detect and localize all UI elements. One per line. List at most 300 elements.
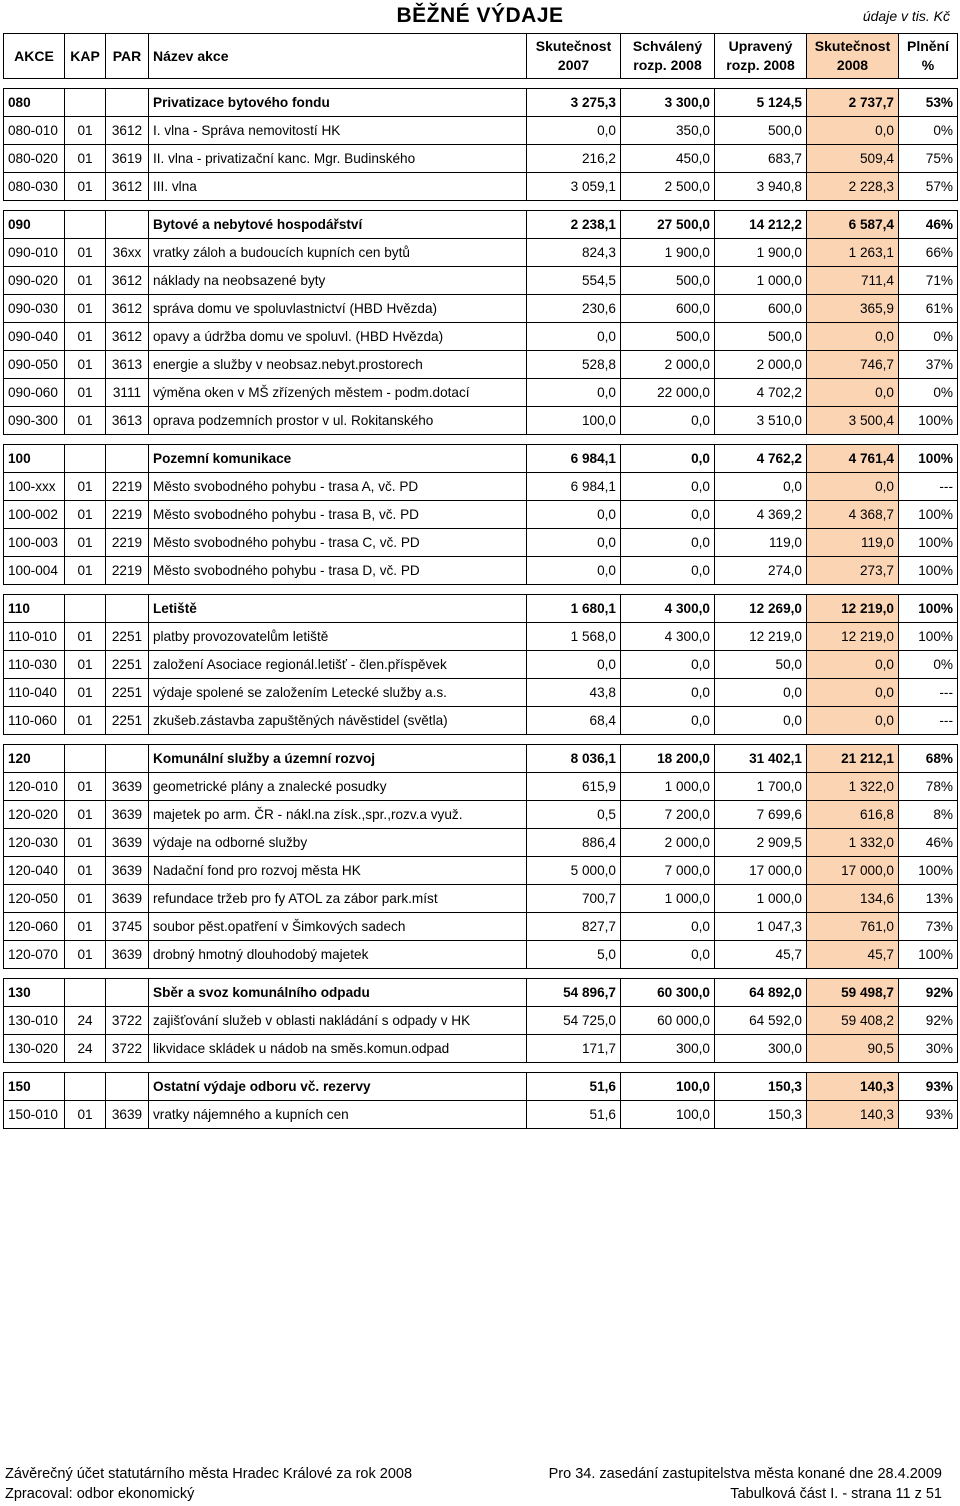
cell-upraveny: 17 000,0 [715,857,807,885]
spacer-cell [715,735,807,745]
cell-plneni: 100% [899,595,958,623]
col-header-akce: AKCE [4,34,65,79]
cell-schvaleny: 1 000,0 [621,773,715,801]
cell-upraveny: 150,3 [715,1101,807,1129]
group-row [4,595,958,623]
spacer-row [4,585,958,595]
cell-nazev: Komunální služby a územní rozvoj [149,745,527,773]
cell-skutecnost-2007: 5 000,0 [527,857,621,885]
spacer-cell [106,585,149,595]
cell-schvaleny: 3 300,0 [621,89,715,117]
spacer-cell [715,79,807,89]
cell-nazev: majetek po arm. ČR - nákl.na získ.,spr.,rozv.a využ. [149,801,527,829]
cell-par: 3111 [106,379,149,407]
table-row [4,323,958,351]
spacer-cell [899,969,958,979]
spacer-cell [807,79,899,89]
cell-kap: 01 [65,267,106,295]
cell-skutecnost-2007: 216,2 [527,145,621,173]
cell-nazev: geometrické plány a znalecké posudky [149,773,527,801]
cell-par: 2251 [106,651,149,679]
cell-schvaleny: 0,0 [621,407,715,435]
col-header-upraveny [715,34,807,79]
cell-nazev: správa domu ve spoluvlastnictví (HBD Hvězda) [149,295,527,323]
spacer-row [4,435,958,445]
cell-skutecnost-2008: 134,6 [807,885,899,913]
cell-plneni: 57% [899,173,958,201]
spacer-cell [527,735,621,745]
cell-nazev: Ostatní výdaje odboru vč. rezervy [149,1073,527,1101]
table-row [4,913,958,941]
cell-plneni: 0% [899,379,958,407]
spacer-cell [899,435,958,445]
cell-kap: 01 [65,295,106,323]
cell-par: 3639 [106,801,149,829]
cell-nazev: II. vlna - privatizační kanc. Mgr. Budinského [149,145,527,173]
cell-akce: 150-010 [4,1101,65,1129]
spacer-cell [807,735,899,745]
table-row [4,707,958,735]
cell-akce: 110 [4,595,65,623]
cell-schvaleny: 0,0 [621,707,715,735]
cell-akce: 100-003 [4,529,65,557]
cell-plneni: 61% [899,295,958,323]
cell-schvaleny: 500,0 [621,323,715,351]
table-row [4,1007,958,1035]
cell-plneni: --- [899,707,958,735]
cell-akce: 110-060 [4,707,65,735]
spacer-cell [807,1063,899,1073]
cell-nazev: soubor pěst.opatření v Šimkových sadech [149,913,527,941]
cell-skutecnost-2007: 554,5 [527,267,621,295]
cell-par: 3612 [106,323,149,351]
spacer-cell [149,969,527,979]
page-title: BĚŽNÉ VÝDAJE [396,4,564,27]
cell-akce: 090-300 [4,407,65,435]
table-row [4,651,958,679]
cell-skutecnost-2008: 4 368,7 [807,501,899,529]
cell-kap: 01 [65,473,106,501]
cell-schvaleny: 0,0 [621,473,715,501]
spacer-cell [106,201,149,211]
footer-meeting-note: Pro 34. zasedání zastupitelstva města konané dne 28.4.2009 [548,1466,942,1482]
cell-nazev: vratky záloh a budoucích kupních cen bytů [149,239,527,267]
spacer-cell [106,735,149,745]
cell-skutecnost-2007: 700,7 [527,885,621,913]
cell-akce: 120-030 [4,829,65,857]
cell-skutecnost-2007: 100,0 [527,407,621,435]
cell-upraveny: 600,0 [715,295,807,323]
cell-schvaleny: 0,0 [621,529,715,557]
cell-skutecnost-2007: 3 059,1 [527,173,621,201]
cell-kap: 01 [65,145,106,173]
group-row [4,89,958,117]
cell-skutecnost-2008: 365,9 [807,295,899,323]
cell-kap: 01 [65,407,106,435]
spacer-cell [621,435,715,445]
cell-akce: 120-010 [4,773,65,801]
spacer-cell [527,201,621,211]
cell-skutecnost-2007: 43,8 [527,679,621,707]
table-row [4,679,958,707]
table-row [4,379,958,407]
spacer-cell [106,435,149,445]
cell-nazev: Pozemní komunikace [149,445,527,473]
cell-plneni: 92% [899,979,958,1007]
cell-akce: 120 [4,745,65,773]
cell-akce: 110-010 [4,623,65,651]
cell-kap: 01 [65,1101,106,1129]
cell-upraveny: 7 699,6 [715,801,807,829]
cell-kap: 01 [65,913,106,941]
cell-par [106,979,149,1007]
cell-upraveny: 1 047,3 [715,913,807,941]
cell-schvaleny: 350,0 [621,117,715,145]
cell-plneni: 100% [899,857,958,885]
cell-schvaleny: 500,0 [621,267,715,295]
cell-kap: 01 [65,707,106,735]
cell-kap [65,745,106,773]
cell-plneni: 100% [899,501,958,529]
col-header-line: Skutečnost [814,38,891,54]
spacer-cell [4,79,65,89]
cell-akce: 090-050 [4,351,65,379]
cell-schvaleny: 1 000,0 [621,885,715,913]
group-row [4,1073,958,1101]
cell-skutecnost-2008: 3 500,4 [807,407,899,435]
cell-plneni: 100% [899,557,958,585]
cell-par: 3612 [106,117,149,145]
cell-plneni: 75% [899,145,958,173]
spacer-cell [65,585,106,595]
cell-schvaleny: 0,0 [621,501,715,529]
cell-upraveny: 12 219,0 [715,623,807,651]
cell-plneni: 46% [899,211,958,239]
cell-upraveny: 683,7 [715,145,807,173]
cell-skutecnost-2008: 12 219,0 [807,595,899,623]
cell-kap: 01 [65,529,106,557]
cell-schvaleny: 2 000,0 [621,351,715,379]
cell-kap: 01 [65,239,106,267]
cell-nazev: Letiště [149,595,527,623]
cell-nazev: energie a služby v neobsaz.nebyt.prostorech [149,351,527,379]
cell-skutecnost-2007: 827,7 [527,913,621,941]
cell-par: 3612 [106,173,149,201]
cell-upraveny: 4 762,2 [715,445,807,473]
cell-nazev: výdaje spolené se založením Letecké služby a.s. [149,679,527,707]
cell-skutecnost-2008: 21 212,1 [807,745,899,773]
table-row [4,801,958,829]
table-row [4,295,958,323]
cell-akce: 100-xxx [4,473,65,501]
cell-plneni: 0% [899,117,958,145]
table-row [4,501,958,529]
cell-par: 3612 [106,295,149,323]
cell-nazev: zajišťování služeb v oblasti nakládání s odpady v HK [149,1007,527,1035]
spacer-cell [807,585,899,595]
cell-upraveny: 3 510,0 [715,407,807,435]
spacer-cell [65,201,106,211]
cell-schvaleny: 450,0 [621,145,715,173]
table-row [4,773,958,801]
cell-akce: 110-040 [4,679,65,707]
cell-schvaleny: 0,0 [621,557,715,585]
spacer-cell [4,201,65,211]
cell-par [106,595,149,623]
cell-skutecnost-2008: 509,4 [807,145,899,173]
cell-plneni: 66% [899,239,958,267]
cell-schvaleny: 7 000,0 [621,857,715,885]
cell-skutecnost-2008: 140,3 [807,1073,899,1101]
cell-kap [65,1073,106,1101]
cell-plneni: 100% [899,445,958,473]
cell-plneni: 30% [899,1035,958,1063]
cell-kap: 01 [65,651,106,679]
col-header-line: Schválený [632,38,703,54]
table-row [4,239,958,267]
cell-skutecnost-2008: 0,0 [807,679,899,707]
cell-akce: 120-040 [4,857,65,885]
cell-kap: 01 [65,323,106,351]
cell-skutecnost-2008: 59 498,7 [807,979,899,1007]
col-header-plneni [899,34,958,79]
cell-nazev: výměna oken v MŠ zřízených městem - podm.dotací [149,379,527,407]
cell-nazev: Město svobodného pohybu - trasa B, vč. PD [149,501,527,529]
cell-upraveny: 1 000,0 [715,267,807,295]
col-header-line: Plnění [906,38,949,54]
cell-plneni: 13% [899,885,958,913]
cell-plneni: 0% [899,651,958,679]
spacer-row [4,201,958,211]
footer-document-title: Závěrečný účet statutárního města Hradec Králové za rok 2008 [5,1466,413,1482]
cell-plneni: 100% [899,623,958,651]
cell-plneni: 78% [899,773,958,801]
cell-skutecnost-2007: 171,7 [527,1035,621,1063]
cell-plneni: 93% [899,1101,958,1129]
cell-skutecnost-2007: 0,0 [527,117,621,145]
spacer-row [4,735,958,745]
cell-upraveny: 31 402,1 [715,745,807,773]
spacer-cell [899,735,958,745]
cell-nazev: zkušeb.zástavba zapuštěných návěstidel (světla) [149,707,527,735]
cell-skutecnost-2007: 51,6 [527,1073,621,1101]
cell-kap [65,211,106,239]
cell-schvaleny: 22 000,0 [621,379,715,407]
cell-par [106,1073,149,1101]
table-row [4,529,958,557]
cell-plneni: 53% [899,89,958,117]
cell-skutecnost-2007: 0,5 [527,801,621,829]
cell-akce: 090-020 [4,267,65,295]
table-row [4,117,958,145]
cell-skutecnost-2008: 273,7 [807,557,899,585]
cell-skutecnost-2008: 1 322,0 [807,773,899,801]
cell-skutecnost-2007: 0,0 [527,501,621,529]
cell-skutecnost-2008: 0,0 [807,379,899,407]
cell-akce: 080-030 [4,173,65,201]
cell-akce: 080 [4,89,65,117]
spacer-cell [807,435,899,445]
cell-upraveny: 119,0 [715,529,807,557]
spacer-cell [527,585,621,595]
cell-plneni: 8% [899,801,958,829]
table-row [4,623,958,651]
spacer-cell [807,201,899,211]
expenditure-table [3,33,958,1129]
cell-schvaleny: 100,0 [621,1073,715,1101]
cell-par [106,745,149,773]
cell-par: 3745 [106,913,149,941]
cell-kap: 01 [65,679,106,707]
cell-plneni: --- [899,473,958,501]
spacer-cell [807,969,899,979]
cell-akce: 080-010 [4,117,65,145]
cell-plneni: --- [899,679,958,707]
spacer-cell [621,201,715,211]
cell-skutecnost-2007: 5,0 [527,941,621,969]
cell-skutecnost-2007: 0,0 [527,379,621,407]
table-body [4,79,958,1129]
spacer-cell [4,585,65,595]
col-header-kap: KAP [65,34,106,79]
cell-nazev: náklady na neobsazené byty [149,267,527,295]
cell-upraveny: 150,3 [715,1073,807,1101]
cell-par: 2251 [106,679,149,707]
table-row [4,351,958,379]
cell-skutecnost-2007: 54 725,0 [527,1007,621,1035]
spacer-cell [527,79,621,89]
cell-kap: 01 [65,379,106,407]
table-row [4,557,958,585]
cell-skutecnost-2007: 886,4 [527,829,621,857]
spacer-row [4,969,958,979]
cell-upraveny: 45,7 [715,941,807,969]
group-row [4,445,958,473]
cell-skutecnost-2008: 0,0 [807,473,899,501]
cell-schvaleny: 300,0 [621,1035,715,1063]
cell-skutecnost-2008: 6 587,4 [807,211,899,239]
cell-kap [65,595,106,623]
spacer-cell [4,969,65,979]
col-header-line: % [921,57,935,73]
cell-akce: 090-060 [4,379,65,407]
cell-skutecnost-2007: 68,4 [527,707,621,735]
cell-kap: 01 [65,941,106,969]
group-row [4,211,958,239]
cell-kap: 01 [65,801,106,829]
spacer-cell [715,1063,807,1073]
cell-akce: 130-010 [4,1007,65,1035]
spacer-cell [65,435,106,445]
cell-schvaleny: 600,0 [621,295,715,323]
spacer-cell [149,1063,527,1073]
cell-par: 3639 [106,829,149,857]
col-header-nazev: Název akce [149,34,527,79]
spacer-cell [715,201,807,211]
cell-schvaleny: 0,0 [621,445,715,473]
spacer-row [4,79,958,89]
spacer-cell [65,79,106,89]
spacer-cell [621,585,715,595]
col-header-line: Skutečnost [535,38,612,54]
cell-nazev: Město svobodného pohybu - trasa A, vč. PD [149,473,527,501]
spacer-cell [149,79,527,89]
cell-kap: 01 [65,623,106,651]
cell-plneni: 37% [899,351,958,379]
spacer-cell [65,735,106,745]
cell-akce: 150 [4,1073,65,1101]
cell-skutecnost-2007: 2 238,1 [527,211,621,239]
cell-skutecnost-2007: 1 680,1 [527,595,621,623]
spacer-cell [621,735,715,745]
cell-kap: 01 [65,173,106,201]
cell-skutecnost-2007: 6 984,1 [527,473,621,501]
cell-skutecnost-2008: 17 000,0 [807,857,899,885]
cell-kap [65,445,106,473]
table-row [4,173,958,201]
col-header-line: rozp. 2008 [726,57,795,73]
cell-skutecnost-2008: 616,8 [807,801,899,829]
cell-plneni: 73% [899,913,958,941]
cell-upraveny: 2 909,5 [715,829,807,857]
cell-skutecnost-2007: 615,9 [527,773,621,801]
cell-upraveny: 14 212,2 [715,211,807,239]
cell-par: 3722 [106,1007,149,1035]
cell-kap: 24 [65,1007,106,1035]
cell-kap: 01 [65,857,106,885]
cell-plneni: 0% [899,323,958,351]
cell-akce: 130-020 [4,1035,65,1063]
cell-skutecnost-2007: 230,6 [527,295,621,323]
spacer-cell [899,585,958,595]
spacer-cell [715,969,807,979]
cell-kap [65,89,106,117]
cell-akce: 120-070 [4,941,65,969]
col-header-skutecnost-2007 [527,34,621,79]
spacer-cell [4,435,65,445]
cell-par: 3639 [106,857,149,885]
spacer-cell [621,79,715,89]
cell-upraveny: 4 702,2 [715,379,807,407]
table-row [4,1035,958,1063]
cell-nazev: oprava podzemních prostor v ul. Rokitanského [149,407,527,435]
spacer-cell [149,201,527,211]
cell-par [106,89,149,117]
group-row [4,745,958,773]
cell-schvaleny: 4 300,0 [621,595,715,623]
cell-par: 3639 [106,773,149,801]
cell-upraveny: 2 000,0 [715,351,807,379]
cell-par: 3613 [106,351,149,379]
cell-par: 3722 [106,1035,149,1063]
cell-kap [65,979,106,1007]
header-row [4,34,958,79]
cell-upraveny: 4 369,2 [715,501,807,529]
cell-akce: 120-050 [4,885,65,913]
cell-skutecnost-2008: 4 761,4 [807,445,899,473]
spacer-cell [715,435,807,445]
cell-upraveny: 64 592,0 [715,1007,807,1035]
cell-upraveny: 3 940,8 [715,173,807,201]
cell-par: 3619 [106,145,149,173]
spacer-cell [527,969,621,979]
cell-akce: 090 [4,211,65,239]
cell-skutecnost-2007: 824,3 [527,239,621,267]
cell-upraveny: 5 124,5 [715,89,807,117]
cell-plneni: 68% [899,745,958,773]
spacer-row [4,1063,958,1073]
cell-akce: 120-060 [4,913,65,941]
